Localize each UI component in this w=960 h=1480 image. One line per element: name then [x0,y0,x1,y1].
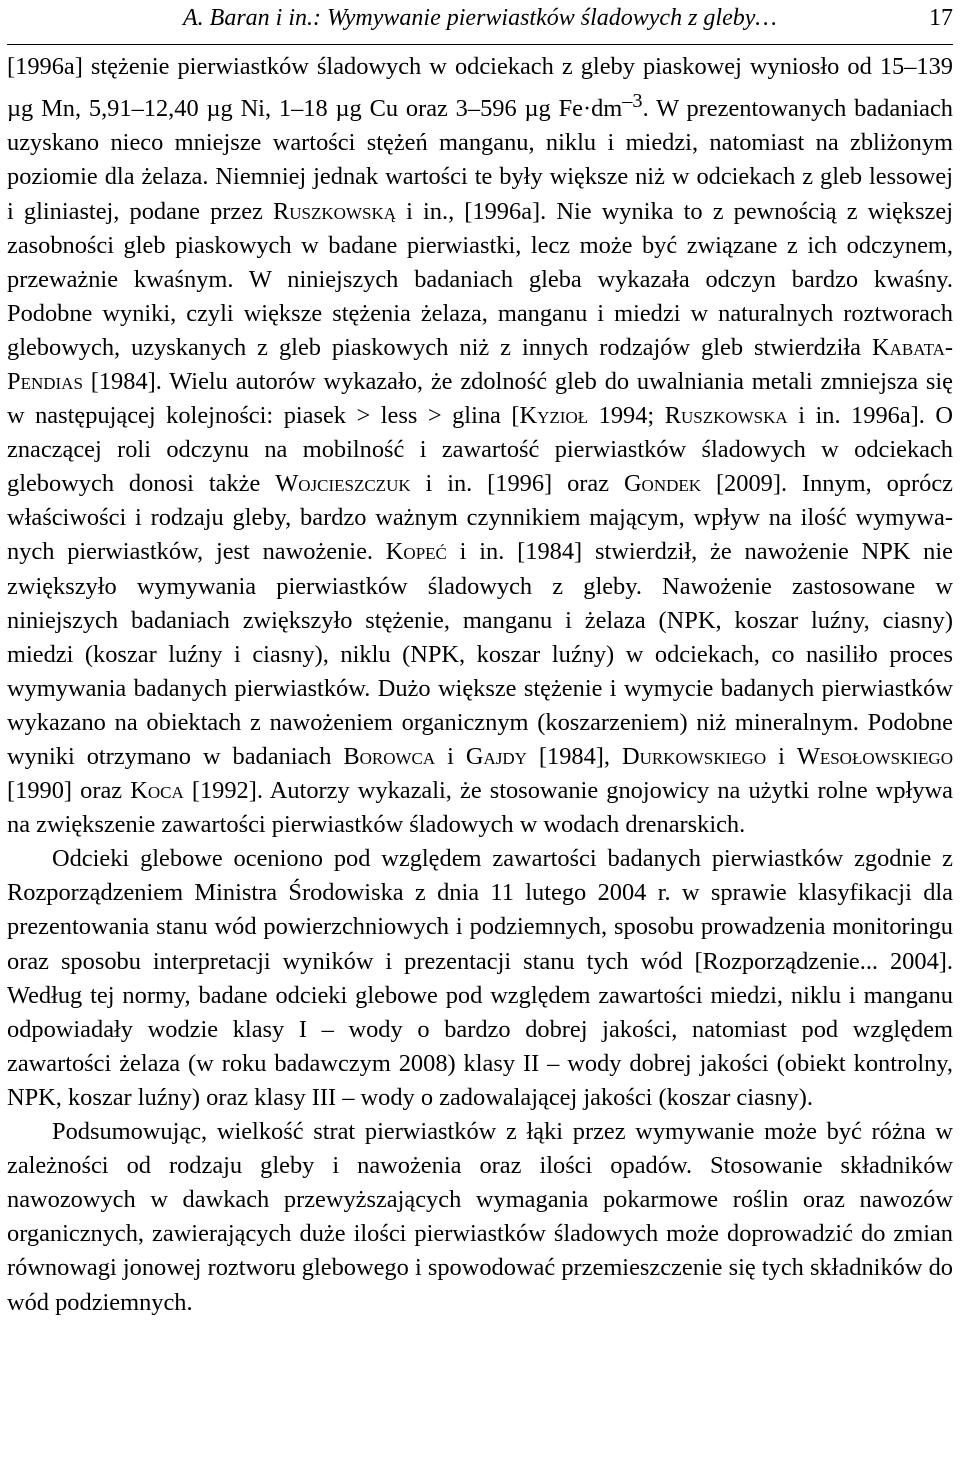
running-title: A. Baran i in.: Wymywanie pierwiastków śladowych z gleby… [183,5,777,31]
text-run: 1994; [588,402,665,430]
text-run: [1992]. Autorzy wykazali, że stosowanie gnojowicy na użytki rolne wpływa na zwiększenie zawartości pierwiastków śladowych w wodach drenarskich. [7,777,953,839]
author-name: Durkowskiego [621,743,767,770]
text-run: . W prezentowanych badaniach uzyskano nieco mniejsze wartości stężeń manganu, niklu i miedzi, natomiast na zbliżonym poziomie dla żelaza. Niemniej jednak wartości te były większe niż w odciekach z gleb lessowej i gliniastej, podane przez [7,95,953,225]
text-run: i [435,743,466,770]
text-run: i in. [1984] stwierdził, że nawożenie NPK nie zwiększyło wymywania pierwiastków śladowych z gleby. Nawożenie zastosowane w niniejszych badaniach zwiększyło stężenie, manganu i żelaza (NPK, koszar luźny, ciasny) miedzi (koszar luźny i ciasny), niklu (NPK, koszar luźny) w odciekach, co nasiliło proces wymywania badanych pierwiastków. Dużo większe stężenie i wymycie badanych pierwiastków wykazano na obiektach z nawożeniem organicznym (koszarzeniem) niż mineralnym. Podobne wyniki otrzymano w badaniach [7,538,953,770]
author-name: Koca [130,777,184,805]
author-name: Kyzioł [519,402,589,430]
text-run: i in. 1996a]. O znaczącej roli odczynu na mobilność i zawartość pierwiastków śladowych w odciekach glebowych donosi także [7,402,954,498]
author-name: Borowca [343,743,436,770]
author-name: Ruszkowską [273,197,396,225]
text-run: i [766,743,797,770]
page-number: 17 [929,5,953,31]
text-run: [1984], [526,743,622,770]
text-run: [1996a] stężenie pierwiastków śladowych w odciekach z gleby piaskowej wyniosło od 15–139 µg Mn, 5,91–12,40 µg Ni, 1–18 µg Cu oraz 3–596 µg Fe·dm [7,53,953,123]
paragraph [7,1115,953,1320]
author-name: Wesołowskiego [796,743,953,770]
superscript: –3 [622,90,643,113]
paragraph [7,842,953,1115]
text-run: Podsumowując, wielkość strat pierwiastków z łąki przez wymywanie może być różna w zależności od rodzaju gleby i nawożenia oraz ilości opadów. Stosowanie składników nawozowych w dawkach przewyższających wymagania pokarmowe roślin oraz nawozów organicznych, zawierających duże ilości pierwiastków śladowych może doprowadzić do zmian równowagi jonowej roztworu glebowego i spowodować przemieszczenie się tych składników do wód podziemnych. [7,1118,953,1316]
author-name: Kabata-Pendias [7,333,953,395]
paragraph [7,50,953,842]
text-run: [1984]. Wielu autorów wykazało, że zdolność gleb do uwalniania metali zmniejsza się w następującej kolejności: piasek > less > glina [ [7,367,953,430]
text-run: i in., [1996a]. Nie wynika to z pewnością z większej zasobności gleb piaskowych w badane pierwiastki, lecz może być związane z ich odczynem, przeważnie kwaśnym. W niniejszych badaniach gleba wykazała odczyn bardzo kwaśny. Podobne wyniki, czyli większe stężenia żelaza, manganu i miedzi w naturalnych roztworach glebowych, uzyskanych z gleb piaskowych niż z innych rodzajów gleb stwierdziła [7,197,953,361]
author-name: Ruszkowska [664,402,788,430]
author-name: Wojcieszczuk [275,470,411,498]
text-run: i in. [1996] oraz [410,470,624,498]
text-run: [2009]. Innym, oprócz właściwości i rodzaju gleby, bardzo ważnym czynnikiem mającym, wpływ na ilość wymywanych pierwiastków, jest nawożenie. [7,470,953,566]
author-name: Gajdy [465,743,527,770]
text-run: [1990] oraz [7,777,131,805]
author-name: Gondek [623,470,702,498]
running-header [7,0,953,45]
body-text [7,50,953,1320]
text-run: Odcieki glebowe oceniono pod względem zawartości badanych pierwiastków zgodnie z Rozporządzeniem Ministra Środowiska z dnia 11 lutego 2004 r. w sprawie klasyfikacji dla prezentowania stanu wód powierzchniowych i podziemnych, sposobu prowadzenia monitoringu oraz sposobu interpretacji wyników i prezentacji stanu tych wód [Rozporządzenie... 2004]. Według tej normy, badane odcieki glebowe pod względem zawartości miedzi, niklu i manganu odpowiadały wodzie klasy I – wody o bardzo dobrej jakości, natomiast pod względem zawartości żelaza (w roku badawczym 2008) klasy II – wody dobrej jakości (obiekt kontrolny, NPK, koszar luźny) oraz klasy III – wody o zadowalającej jakości (koszar ciasny). [7,845,953,1111]
author-name: Kopeć [385,538,447,566]
